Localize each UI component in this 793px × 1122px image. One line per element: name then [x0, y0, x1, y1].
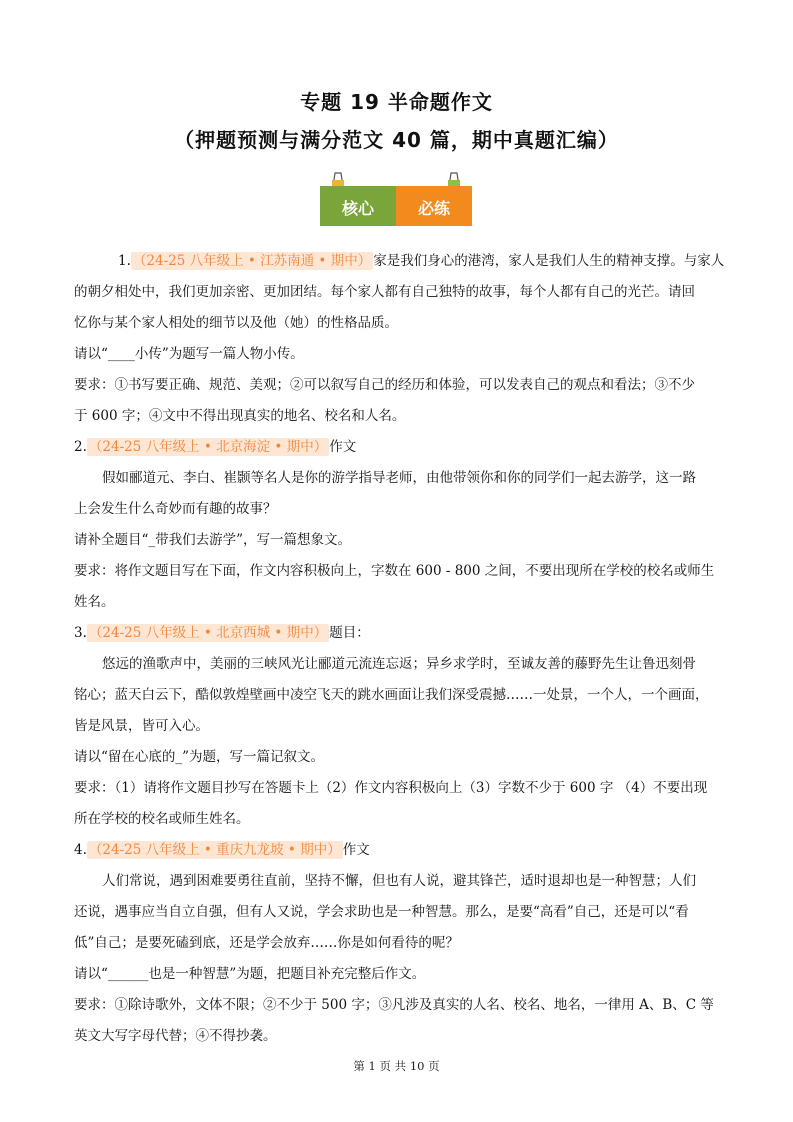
source-tag: （24-25 八年级上 • 江苏南通 • 期中） — [132, 253, 372, 269]
page-number: 第 1 页 共 10 页 — [353, 1059, 440, 1073]
question-list — [74, 246, 724, 1052]
core-practice-badge — [320, 186, 472, 226]
list-item — [74, 246, 724, 277]
question-text: 家是我们身心的港湾，家人是我们人生的精神支撑。与家人 — [373, 253, 725, 269]
question-requirements: 于 600 字；④文中不得出现真实的地名、校名和人名。 — [74, 408, 406, 424]
question-requirements: 英文大写字母代替；④不得抄袭。 — [74, 1028, 277, 1044]
page-title: 专题 19 半命题作文 — [300, 90, 493, 114]
question-prompt: 请以“______也是一种智慧”为题，把题目补充完整后作文。 — [74, 966, 426, 982]
question-text: 还说，遇事应当自立自强，但有人又说，学会求助也是一种智慧。那么，是要“高看”自己，还是可以“看 — [74, 904, 689, 920]
badge-left-label: 核心 — [341, 199, 374, 218]
question-number: 3. — [74, 625, 87, 641]
list-item — [74, 618, 724, 649]
source-tag: （24-25 八年级上 • 北京海淀 • 期中） — [88, 439, 328, 455]
source-tag: （24-25 八年级上 • 北京西城 • 期中） — [88, 625, 328, 641]
question-requirements: 要求：①除诗歌外，文体不限；②不少于 500 字；③凡涉及真实的人名、校名、地名，一律用 A、B、C 等 — [74, 997, 714, 1013]
question-text: 作文 — [329, 439, 357, 455]
question-text: 铭心；蓝天白云下，酷似敦煌壁画中凌空飞天的跳水画面让我们深受震撼……一处景，一个人，一个画面， — [74, 687, 709, 703]
question-text: 皆是风景，皆可入心。 — [74, 718, 209, 734]
question-text: 上会发生什么奇妙而有趣的故事？ — [74, 501, 277, 517]
question-text: 忆你与某个家人相处的细节以及他（她）的性格品质。 — [74, 315, 398, 331]
badge-left — [320, 186, 396, 226]
question-number: 4. — [74, 842, 87, 858]
question-requirements: 要求：（1）请将作文题目抄写在答题卡上（2）作文内容积极向上（3）字数不少于 600 字 （4）不要出现 — [74, 780, 708, 796]
question-text: 假如郦道元、李白、崔颢等名人是你的游学指导老师，由他带领你和你的同学们一起去游学，这一路 — [102, 470, 696, 486]
question-number: 1. — [118, 253, 131, 269]
list-item — [74, 432, 724, 463]
question-text: 低”自己；是要死磕到底，还是学会放弃……你是如何看待的呢？ — [74, 935, 459, 951]
question-requirements: 姓名。 — [74, 594, 115, 610]
page-subtitle: （押题预测与满分范文 40 篇，期中真题汇编） — [174, 128, 619, 152]
question-text: 的朝夕相处中，我们更加亲密、更加团结。每个家人都有自己独特的故事，每个人都有自己的光芒。请回 — [74, 284, 695, 300]
badge-right — [396, 186, 472, 226]
question-requirements: 要求：将作文题目写在下面，作文内容积极向上，字数在 600 - 800 之间，不要出现所在学校的校名或师生 — [74, 563, 715, 579]
question-text: 作文 — [342, 842, 370, 858]
question-text: 题目： — [329, 625, 370, 641]
question-prompt: 请以“留在心底的_”为题，写一篇记叙文。 — [74, 749, 325, 765]
source-tag: （24-25 八年级上 • 重庆九龙坡 • 期中） — [88, 842, 341, 858]
question-text: 人们常说，遇到困难要勇往直前，坚持不懈，但也有人说，避其锋芒，适时退却也是一种智慧；人们 — [102, 873, 696, 889]
question-text: 悠远的渔歌声中，美丽的三峡风光让郦道元流连忘返；异乡求学时，至诚友善的藤野先生让鲁迅刻骨 — [102, 656, 696, 672]
list-item — [74, 835, 724, 866]
question-prompt: 请补全题目“_带我们去游学”，写一篇想象文。 — [74, 532, 352, 548]
question-prompt: 请以“____小传”为题写一篇人物小传。 — [74, 346, 304, 362]
question-number: 2. — [74, 439, 87, 455]
question-requirements: 所在学校的校名或师生姓名。 — [74, 811, 250, 827]
question-requirements: 要求：①书写要正确、规范、美观；②可以叙写自己的经历和体验，可以发表自己的观点和看法；③不少 — [74, 377, 695, 393]
badge-right-label: 必练 — [417, 199, 450, 218]
